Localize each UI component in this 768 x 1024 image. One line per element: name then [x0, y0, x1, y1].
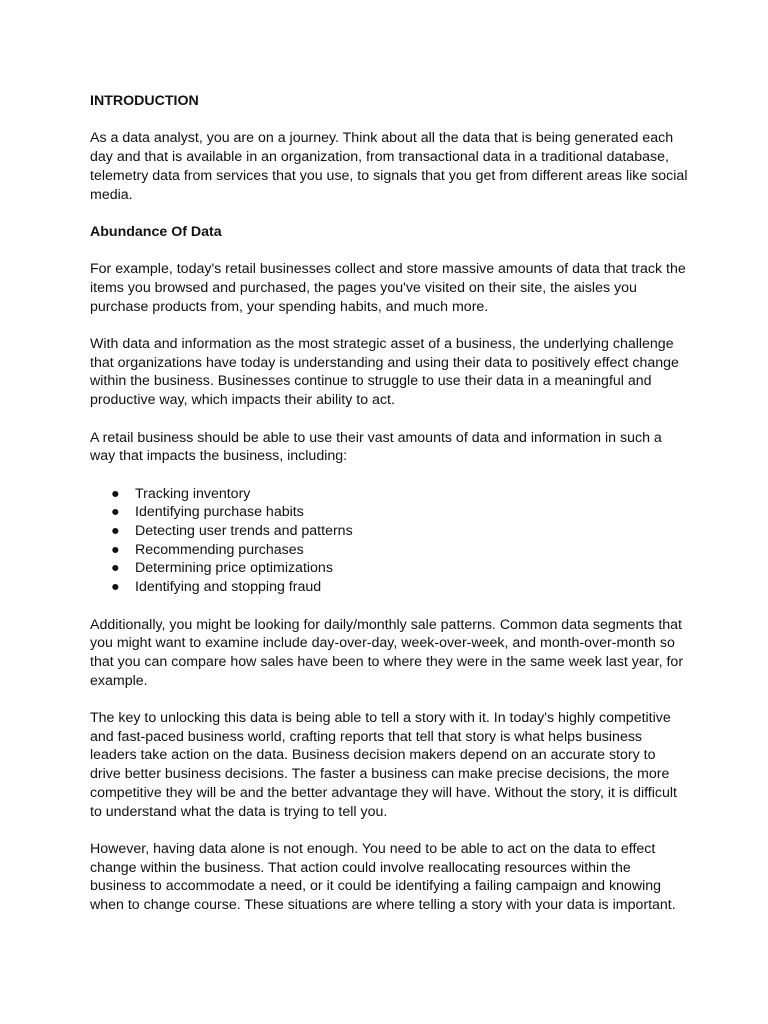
list-item — [90, 578, 690, 597]
paragraph-story-key: The key to unlocking this data is being able to tell a story with it. In today's highly competitive and fast-paced business world, crafting reports that tell that story is what helps business leaders take action on the data. Business decision makers depend on an accurate story to drive better business decisions. The faster a business can make precise decisions, the more competitive they will be and the better advantage they will have. Without the story, it is difficult to understand what the data is trying to tell you. — [90, 710, 677, 820]
bullet-dot-icon: ● — [111, 504, 120, 521]
paragraph-strategic-asset: With data and information as the most strategic asset of a business, the underlying challenge that organizations have today is understanding and using their data to positively effect change within the business. Businesses continue to struggle to use their data in a meaningful and productive way, which impacts their ability to act. — [90, 336, 679, 409]
paragraph-sale-patterns: Additionally, you might be looking for daily/monthly sale patterns. Common data segments that you might want to examine include day-over-day, week-over-week, and month-over-month so that you can compare how sales have been to where they were in the same week last year, for example. — [90, 616, 684, 689]
bullet-dot-icon: ● — [111, 560, 120, 577]
list-item-label: Determining price optimizations — [135, 560, 333, 577]
list-item — [90, 522, 690, 541]
bullet-dot-icon: ● — [111, 579, 120, 596]
list-item — [90, 485, 690, 504]
section-heading: Abundance Of Data — [90, 223, 222, 240]
intro-heading: INTRODUCTION — [90, 93, 199, 109]
bullet-dot-icon: ● — [111, 485, 120, 502]
bullet-list — [90, 485, 690, 597]
list-item — [90, 559, 690, 578]
list-item — [90, 503, 690, 522]
list-item-label: Detecting user trends and patterns — [135, 523, 353, 540]
bullet-dot-icon: ● — [111, 541, 120, 558]
list-item — [90, 541, 690, 560]
bullet-dot-icon: ● — [111, 523, 120, 540]
list-item-label: Identifying and stopping fraud — [135, 579, 322, 596]
list-item-label: Identifying purchase habits — [135, 504, 304, 521]
document-page — [90, 92, 690, 933]
list-item-label: Tracking inventory — [135, 485, 251, 502]
paragraph-retail-example: For example, today's retail businesses collect and store massive amounts of data that track the items you browsed and purchased, the pages you've visited on their site, the aisles you purchase products from, your spending habits, and much more. — [90, 261, 686, 315]
paragraph-list-intro: A retail business should be able to use their vast amounts of data and information in such a way that impacts the business, including: — [90, 429, 662, 465]
paragraph-act-on-data: However, having data alone is not enough. You need to be able to act on the data to effect change within the business. That action could involve reallocating resources within the business to accommodate a need, or it could be identifying a failing campaign and knowing when to change course. These situations are where telling a story with your data is important. — [90, 840, 676, 914]
list-item-label: Recommending purchases — [135, 541, 304, 558]
intro-paragraph: As a data analyst, you are on a journey. Think about all the data that is being generated each day and that is available in an organization, from transactional data in a traditional database, telemetry data from services that you use, to signals that you get from different areas like social media. — [90, 130, 688, 203]
